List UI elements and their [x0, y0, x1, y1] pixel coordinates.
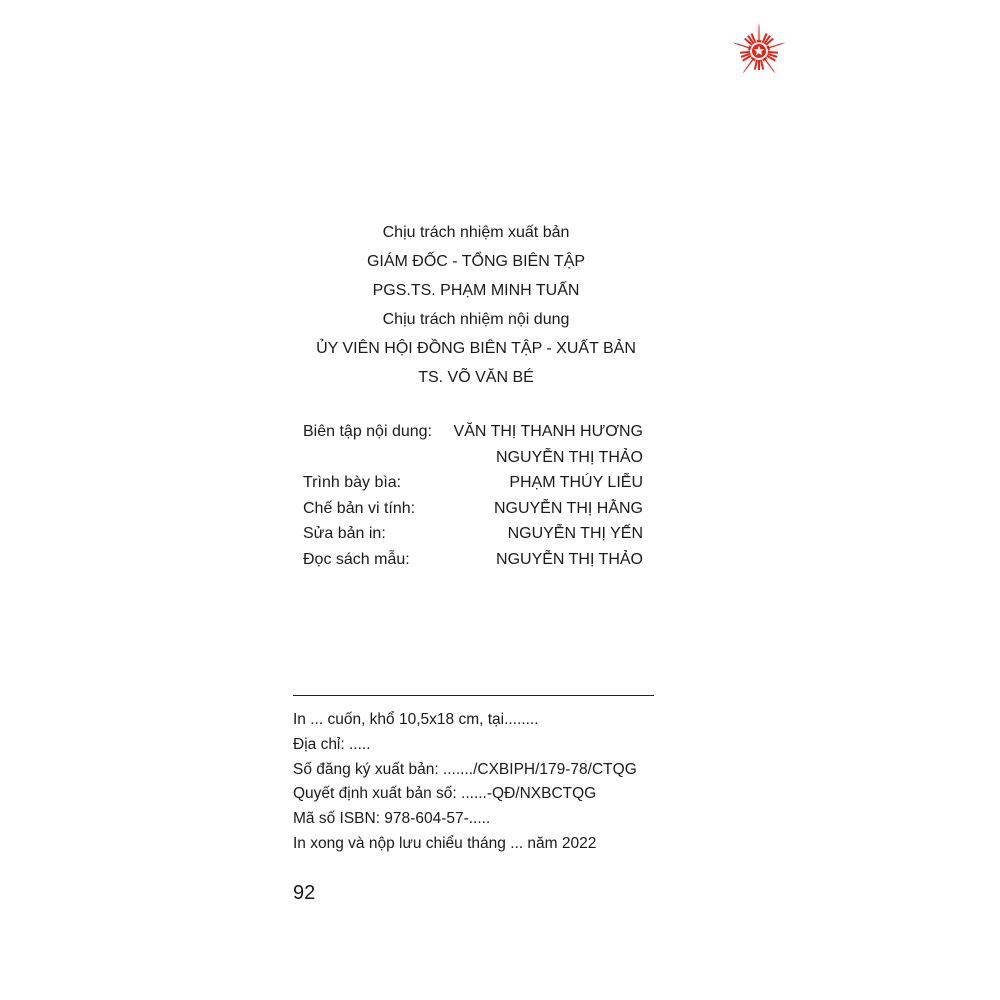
credit-role: Biên tập nội dung:: [303, 423, 432, 440]
star-emblem-icon: [730, 22, 788, 80]
credit-role: Chế bản vi tính:: [303, 499, 416, 517]
imprint-line: Quyết định xuất bản số: ......-QĐ/NXBCTQG: [293, 785, 597, 803]
credit-person: NGUYỄN THỊ THẢO: [496, 550, 643, 568]
credit-row: [303, 471, 643, 497]
credits-list: [303, 420, 643, 574]
publishing-director-name: PGS.TS. PHẠM MINH TUẤN: [372, 282, 580, 299]
page-number: 92: [293, 882, 316, 904]
credit-person: NGUYỄN THỊ HẰNG: [493, 499, 643, 517]
credit-person: NGUYỄN THỊ THẢO: [496, 448, 643, 466]
credit-role: Sửa bản in:: [303, 525, 386, 543]
content-responsible-name: TS. VÕ VĂN BÉ: [418, 369, 534, 386]
credit-person: PHẠM THÚY LIỄU: [509, 474, 643, 492]
credit-role: Trình bày bìa:: [303, 474, 402, 492]
publishing-responsibility-label: Chịu trách nhiệm xuất bản: [382, 224, 570, 241]
credit-row: [303, 420, 643, 446]
publishing-director-title: GIÁM ĐỐC - TỔNG BIÊN TẬP: [366, 253, 586, 270]
imprint-line: Số đăng ký xuất bản: ......./CXBIPH/179-78/CTQG: [293, 760, 637, 778]
credit-row: [303, 522, 643, 548]
credit-row: [303, 497, 643, 523]
imprint-line: Mã số ISBN: 978-604-57-.....: [293, 810, 491, 828]
imprint-line: In xong và nộp lưu chiểu tháng ... năm 2022: [293, 834, 597, 852]
credit-person: VĂN THỊ THANH HƯƠNG: [453, 423, 643, 440]
content-responsibility-label: Chịu trách nhiệm nội dung: [382, 311, 570, 328]
credit-role: Đọc sách mẫu:: [303, 550, 410, 568]
divider-line: [293, 695, 654, 696]
credit-row: [303, 548, 643, 574]
imprint-block: [293, 708, 673, 857]
imprint-line: Địa chỉ: .....: [293, 735, 371, 753]
credit-row: [303, 446, 643, 472]
imprint-line: In ... cuốn, khổ 10,5x18 cm, tại........: [293, 711, 539, 728]
credit-person: NGUYỄN THỊ YẾN: [507, 525, 643, 543]
content-board-title: ỦY VIÊN HỘI ĐỒNG BIÊN TẬP - XUẤT BẢN: [316, 340, 636, 357]
